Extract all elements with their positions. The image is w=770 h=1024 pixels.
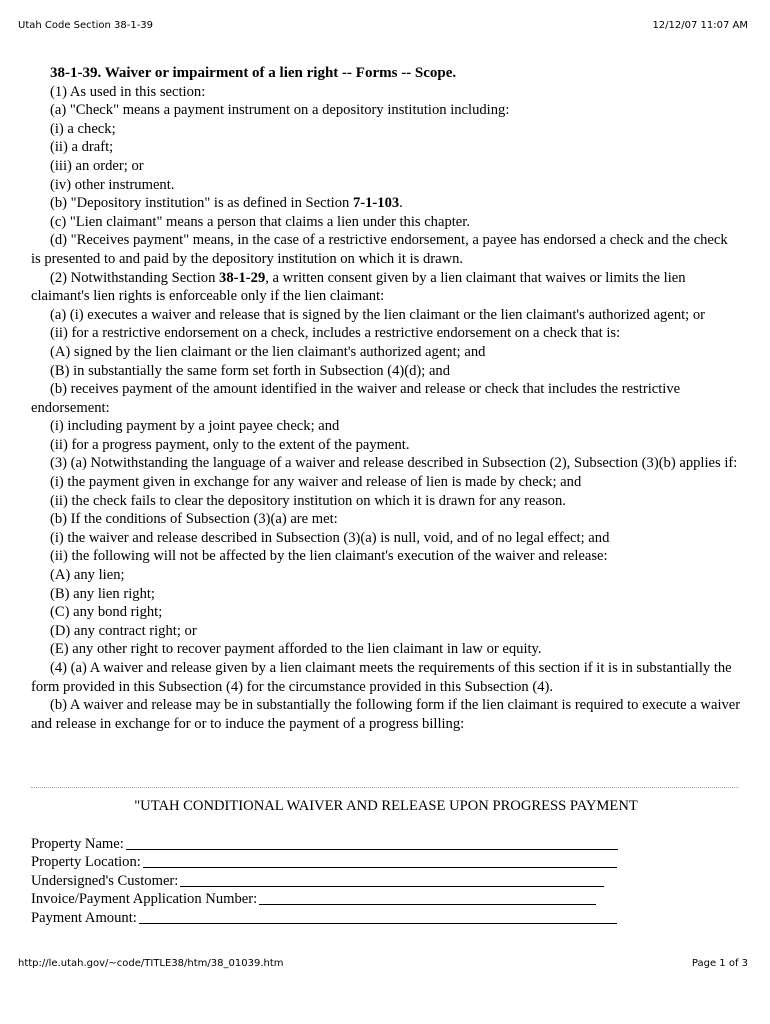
- paragraph-text: (b) "Depository institution" is as defined in Section: [50, 195, 353, 212]
- paragraph: (ii) a draft;: [50, 139, 114, 156]
- paragraph: (d) "Receives payment" means, in the case of a restrictive endorsement, a payee has endorsed a check and the check is presented to and paid by the depository institution on which it is drawn.: [31, 232, 728, 267]
- paragraph: (c) "Lien claimant" means a person that claims a lien under this chapter.: [50, 213, 470, 230]
- section-reference-link[interactable]: 7-1-103: [352, 195, 400, 212]
- paragraph: (ii) for a restrictive endorsement on a check, includes a restrictive endorsement on a check that is:: [50, 325, 621, 342]
- paragraph: (ii) the check fails to clear the depository institution on which it is drawn for any reason.: [50, 492, 566, 509]
- form-field-invoice-number: [31, 890, 741, 909]
- form-title: "UTAH CONDITIONAL WAIVER AND RELEASE UPON PROGRESS PAYMENT: [134, 798, 638, 814]
- page-header-title: Utah Code Section 38-1-39: [18, 20, 154, 31]
- paragraph: (b) If the conditions of Subsection (3)(a) are met:: [50, 511, 338, 528]
- paragraph: (a) "Check" means a payment instrument on a depository institution including:: [50, 102, 510, 119]
- paragraph-text: (2) Notwithstanding Section: [50, 269, 220, 286]
- footer-page-number: Page 1 of 3: [691, 958, 748, 969]
- section-reference-link[interactable]: 38-1-29: [219, 269, 266, 286]
- paragraph: (C) any bond right;: [50, 604, 163, 621]
- paragraph-text: , a written consent given by a lien claimant that waives or limits the lien claimant's lien rights is enforceable only if the lien claimant:: [31, 269, 686, 305]
- paragraph: (i) a check;: [50, 120, 116, 137]
- blank-line: [180, 872, 604, 887]
- paragraph: (1) As used in this section:: [50, 83, 206, 100]
- paragraph: (3) (a) Notwithstanding the language of a waiver and release described in Subsection (2), Subsection (3)(b) applies if:: [50, 455, 738, 472]
- paragraph: (i) the payment given in exchange for any waiver and release of lien is made by check; and: [50, 474, 582, 491]
- paragraph: [31, 269, 741, 306]
- paragraph: (i) the waiver and release described in Subsection (3)(a) is null, void, and of no legal effect; and: [50, 529, 610, 546]
- field-label: Invoice/Payment Application Number:: [31, 891, 258, 908]
- blank-line: [143, 853, 617, 868]
- horizontal-divider: [31, 787, 739, 788]
- paragraph: (A) signed by the lien claimant or the lien claimant's authorized agent; and: [50, 343, 486, 360]
- blank-line: [259, 890, 596, 905]
- paragraph: (i) including payment by a joint payee check; and: [50, 418, 340, 435]
- statute-body: [31, 64, 741, 733]
- paragraph: (4) (a) A waiver and release given by a lien claimant meets the requirements of this section if it is in substantially the form provided in this Subsection (4) for the circumstance provided in this Subsection (4).: [31, 660, 732, 695]
- field-label: Property Name:: [31, 835, 124, 852]
- page-header-timestamp: 12/12/07 11:07 AM: [652, 20, 748, 31]
- paragraph: (B) in substantially the same form set forth in Subsection (4)(d); and: [50, 362, 451, 379]
- paragraph: (D) any contract right; or: [50, 622, 197, 639]
- paragraph: (iv) other instrument.: [50, 176, 175, 193]
- form-field-property-location: [31, 853, 741, 872]
- field-label: Payment Amount:: [31, 909, 137, 926]
- paragraph: (B) any lien right;: [50, 585, 155, 602]
- section-title: 38-1-39. Waiver or impairment of a lien right -- Forms -- Scope.: [50, 65, 457, 81]
- paragraph-text: .: [399, 195, 403, 212]
- paragraph: (ii) the following will not be affected by the lien claimant's execution of the waiver and release:: [50, 548, 608, 565]
- paragraph: (A) any lien;: [50, 567, 125, 584]
- paragraph: [31, 194, 741, 213]
- field-label: Undersigned's Customer:: [31, 872, 179, 889]
- waiver-form: [31, 797, 741, 928]
- blank-line: [139, 909, 617, 924]
- form-field-customer: [31, 872, 741, 891]
- paragraph: (b) A waiver and release may be in substantially the following form if the lien claimant is required to execute a waiver and release in exchange for or to induce the payment of a progress billing:: [31, 697, 741, 732]
- paragraph: (a) (i) executes a waiver and release that is signed by the lien claimant or the lien claimant's authorized agent; or: [50, 306, 706, 323]
- blank-line: [126, 835, 618, 850]
- paragraph: (E) any other right to recover payment afforded to the lien claimant in law or equity.: [50, 641, 542, 658]
- paragraph: (b) receives payment of the amount identified in the waiver and release or check that includes the restrictive endorsement:: [31, 381, 681, 416]
- form-field-property-name: [31, 835, 741, 854]
- field-label: Property Location:: [31, 854, 141, 871]
- form-field-payment-amount: [31, 909, 741, 928]
- footer-url: http://le.utah.gov/~code/TITLE38/htm/38_01039.htm: [18, 958, 284, 969]
- paragraph: (ii) for a progress payment, only to the extent of the payment.: [50, 436, 410, 453]
- paragraph: (iii) an order; or: [50, 157, 144, 174]
